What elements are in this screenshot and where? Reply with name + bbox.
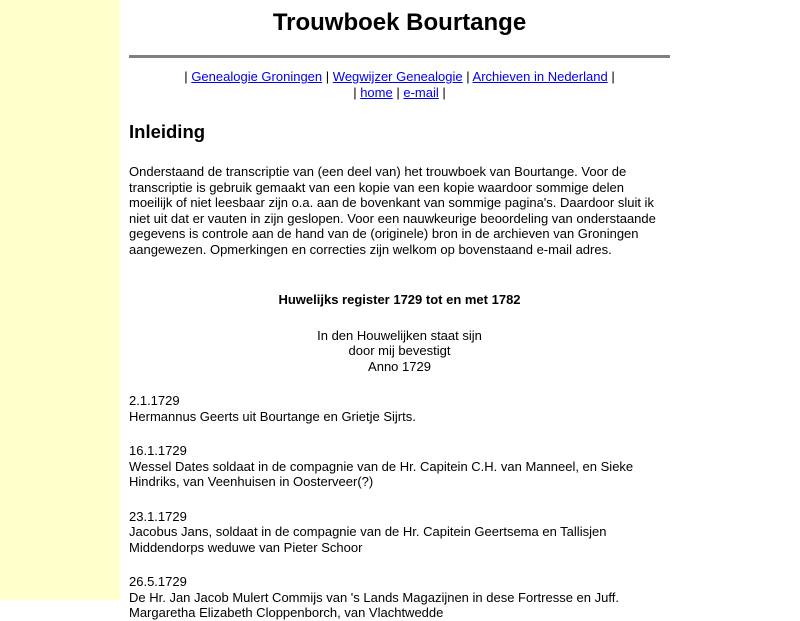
nav-links — [129, 58, 670, 100]
page-title: Trouwboek Bourtange — [272, 9, 527, 36]
nav-link-wegwijzer-genealogie[interactable]: Wegwijzer Genealogie — [332, 69, 463, 84]
register-title: Huwelijks register 1729 tot en met 1782 — [278, 292, 521, 307]
marriage-entry — [129, 424, 670, 490]
entry-text: Jacobus Jans, soldaat in de compagnie van de Hr. Capitein Geertsema en Tallisjen Middendorps weduwe van Pieter Schoor — [129, 524, 607, 555]
preamble-line: Anno 1729 — [368, 358, 431, 374]
nav-separator: | — [353, 84, 357, 100]
marriage-entry — [129, 490, 670, 556]
section-heading-inleiding: Inleiding — [129, 121, 206, 142]
nav-link-genealogie-groningen[interactable]: Genealogie Groningen — [191, 69, 323, 84]
entry-date: 26.5.1729 — [129, 574, 187, 589]
entry-text: Hermannus Geerts uit Bourtange en Grietje Sijrts. — [129, 408, 416, 424]
marriage-entry — [129, 374, 670, 424]
entry-date: 2.1.1729 — [129, 393, 180, 408]
nav-link-email[interactable]: e-mail — [403, 84, 439, 100]
nav-separator: | — [325, 69, 330, 84]
nav-line-primary — [129, 69, 670, 85]
intro-paragraph: Onderstaand de transcriptie van (een deel van) het trouwboek van Bourtange. Voor de transcriptie is gebruik gemaakt van een kopie van een kopie waardoor sommige delen moeilijk of niet leesbaar zijn o.a. aan de bovenkant van sommige pagina's. Daardoor sluit ik niet uit dat er vauten in zijn geslopen. Voor een nauwkeurige beoordeling van onderstaande gegevens is controle aan de hand van de (originele) bron in de archieven van Groningen aangewezen. Opmerkingen en correcties zijn welkom op bovenstaand e-mail adres. — [129, 164, 656, 257]
nav-separator: | — [611, 69, 615, 84]
nav-separator: | — [442, 84, 446, 100]
marriage-entries-list — [129, 374, 670, 621]
nav-line-secondary — [129, 85, 670, 101]
nav-separator: | — [184, 69, 188, 84]
entry-text: Wessel Dates soldaat in de compagnie van de Hr. Capitein C.H. van Manneel, en Sieke Hindriks, van Veenhuisen in Oosterveer(?) — [129, 458, 634, 489]
entry-date: 16.1.1729 — [129, 443, 187, 458]
register-preamble — [129, 308, 670, 375]
preamble-line: In den Houwelijken staat sijn — [317, 327, 482, 343]
entry-date: 23.1.1729 — [129, 508, 187, 524]
preamble-line: door mij bevestigt — [348, 343, 451, 358]
nav-link-archieven-in-nederland[interactable]: Archieven in Nederland — [472, 69, 608, 84]
marriage-entry — [129, 555, 670, 621]
left-color-band — [0, 0, 120, 600]
entry-text: De Hr. Jan Jacob Mulert Commijs van 's Lands Magazijnen in dese Fortresse en Juff. Margaretha Elizabeth Cloppenborch, van Vlachtwedde — [129, 589, 619, 620]
nav-link-home[interactable]: home — [360, 84, 393, 100]
content-column — [129, 0, 670, 621]
nav-separator: | — [396, 84, 400, 100]
nav-separator: | — [466, 69, 470, 84]
